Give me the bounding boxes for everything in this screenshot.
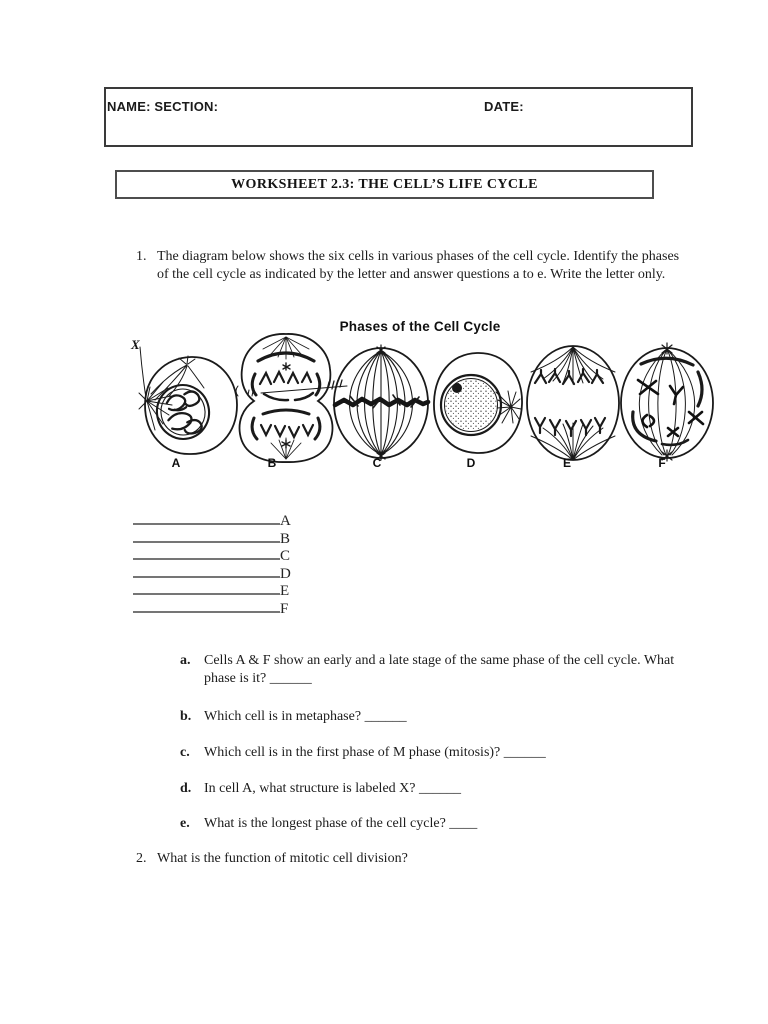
question-2-text: What is the function of mitotic cell division? [157, 851, 408, 866]
cell-label-b: B [267, 456, 277, 470]
question-1-text: The diagram below shows the six cells in various phases of the cell cycle. Identify the phases of the cell cycle as indicated by the letter and answer questions a to e. Write the letter only. [157, 249, 680, 282]
answer-line-letter: F [280, 600, 289, 617]
subquestion-letter: a. [180, 653, 191, 668]
cell-e-drawing [527, 346, 619, 460]
subquestion-d [180, 780, 678, 798]
cell-label-c: C [372, 456, 382, 470]
answer-line-letter: B [280, 530, 291, 547]
subquestion-text: In cell A, what structure is labeled X? [204, 781, 416, 796]
answer-line-row [133, 510, 291, 528]
answer-line-letter: C [280, 548, 291, 564]
subquestion-text: Which cell is in the first phase of M phase (mitosis)? [204, 745, 501, 760]
subquestion-letter: b. [180, 709, 192, 724]
question-2 [136, 850, 717, 868]
diagram-title: Phases of the Cell Cycle [339, 319, 501, 334]
answer-blank: ______ [503, 745, 546, 760]
cell-label-a: A [171, 456, 181, 470]
name-section-label: NAME: SECTION: [107, 99, 219, 114]
subquestion-letter: d. [180, 781, 192, 796]
answer-lines-block [133, 510, 291, 615]
answer-line-letter: D [280, 565, 291, 582]
answer-blank-line [133, 563, 280, 578]
subquestion-text: Cells A & F show an early and a late stage of the same phase of the cell cycle. What phase is it? [204, 653, 675, 686]
answer-line-row [133, 545, 291, 563]
question-1-number: 1. [136, 249, 147, 264]
answer-blank-line [133, 510, 280, 525]
question-2-number: 2. [136, 851, 147, 866]
worksheet-title: WORKSHEET 2.3: THE CELL’S LIFE CYCLE [231, 177, 538, 192]
subquestion-e [180, 815, 678, 833]
cell-f-drawing [621, 343, 713, 461]
cell-c-drawing [334, 345, 428, 460]
answer-line-row [133, 528, 291, 546]
subquestion-letter: e. [180, 816, 190, 831]
answer-line-row [133, 580, 291, 598]
date-label: DATE: [484, 99, 524, 114]
cell-label-d: D [466, 456, 476, 470]
answer-line-row [133, 563, 291, 581]
question-1 [136, 248, 689, 283]
answer-line-letter: A [280, 513, 291, 529]
answer-blank-line [133, 598, 280, 613]
answer-blank-line [133, 528, 280, 543]
cell-d-drawing [434, 353, 522, 453]
answer-blank-line [133, 580, 280, 595]
answer-blank-line [133, 545, 280, 560]
cell-b-drawing [236, 334, 347, 462]
name-date-box [104, 87, 693, 147]
subquestion-b [180, 708, 678, 726]
x-annotation-label: X [131, 337, 140, 352]
answer-blank: ______ [269, 671, 312, 686]
subquestion-letter: c. [180, 745, 190, 760]
answer-line-row [133, 598, 291, 616]
subquestion-c [180, 744, 678, 762]
cell-label-e: E [562, 456, 572, 470]
worksheet-title-box [115, 170, 654, 199]
answer-blank: ______ [364, 709, 407, 724]
subquestion-a [180, 652, 678, 688]
answer-blank: ______ [418, 781, 461, 796]
answer-line-letter: E [280, 583, 290, 599]
answer-blank: ____ [449, 816, 478, 831]
subquestion-text: Which cell is in metaphase? [204, 709, 362, 724]
cell-cycle-diagram [125, 330, 715, 465]
subquestion-text: What is the longest phase of the cell cycle? [204, 816, 446, 831]
cell-a-drawing [139, 347, 237, 454]
cell-label-f: F [658, 456, 666, 470]
